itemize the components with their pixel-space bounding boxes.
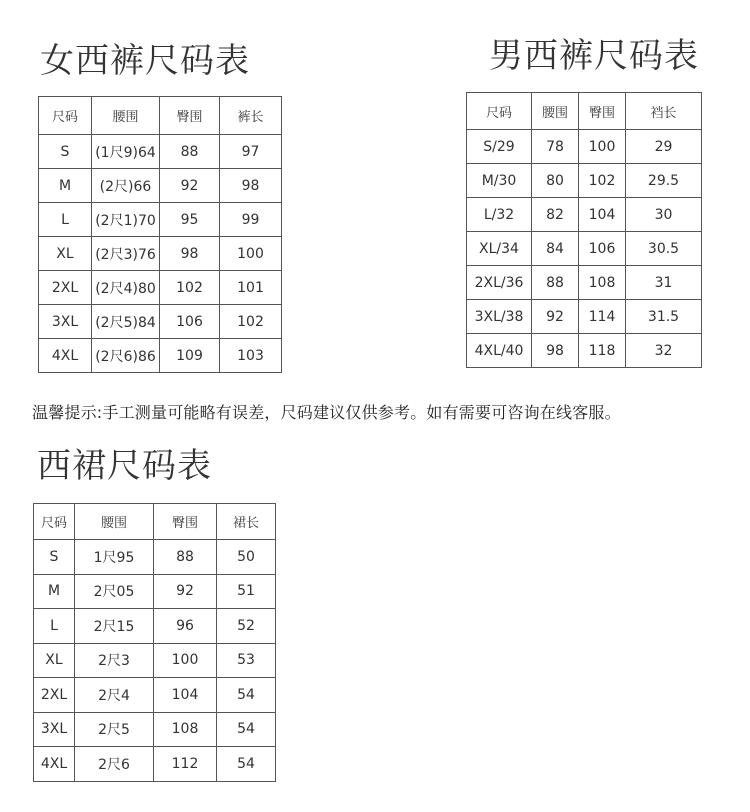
men-trousers-size-table (466, 92, 702, 368)
table-cell: 2XL (34, 678, 75, 713)
table-cell: 118 (579, 334, 626, 368)
table-cell: 95 (160, 203, 220, 237)
table-row (467, 266, 702, 300)
table-cell: 30 (626, 198, 702, 232)
table-cell: 92 (160, 169, 220, 203)
column-header: 裆长 (626, 93, 702, 130)
table-cell: 31 (626, 266, 702, 300)
table-cell: L (34, 609, 75, 644)
table-cell: 98 (532, 334, 579, 368)
table-row (34, 747, 276, 782)
column-header: 臀围 (579, 93, 626, 130)
column-header: 臀围 (154, 504, 217, 540)
table-cell: 2尺4 (75, 678, 154, 713)
table-cell: 29 (626, 130, 702, 164)
table-row (39, 339, 282, 373)
table-row (39, 271, 282, 305)
column-header: 裙长 (217, 504, 276, 540)
men-trousers-title: 男西裤尺码表 (489, 36, 699, 76)
table-cell: 108 (154, 712, 217, 747)
table-cell: S (34, 540, 75, 575)
table-cell: 3XL/38 (467, 300, 532, 334)
column-header: 腰围 (92, 97, 160, 135)
table-row (467, 300, 702, 334)
table-header-row (34, 504, 276, 540)
table-cell: 4XL (39, 339, 92, 373)
table-row (467, 232, 702, 266)
table-cell: 106 (579, 232, 626, 266)
table-row (34, 712, 276, 747)
table-row (467, 130, 702, 164)
table-row (39, 135, 282, 169)
table-row (34, 609, 276, 644)
table-cell: 98 (220, 169, 282, 203)
table-row (39, 203, 282, 237)
table-cell: M/30 (467, 164, 532, 198)
table-cell: 88 (160, 135, 220, 169)
table-cell: 54 (217, 712, 276, 747)
table-cell: 106 (160, 305, 220, 339)
table-cell: 92 (154, 574, 217, 609)
column-header: 尺码 (39, 97, 92, 135)
table-cell: XL (39, 237, 92, 271)
table-header-row (467, 93, 702, 130)
table-cell: (1尺9)64 (92, 135, 160, 169)
table-cell: 98 (160, 237, 220, 271)
table-row (39, 305, 282, 339)
table-cell: 102 (579, 164, 626, 198)
table-cell: (2尺4)80 (92, 271, 160, 305)
table-cell: 51 (217, 574, 276, 609)
table-header-row (39, 97, 282, 135)
table-cell: 3XL (34, 712, 75, 747)
column-header: 裤长 (220, 97, 282, 135)
table-cell: L/32 (467, 198, 532, 232)
table-cell: 109 (160, 339, 220, 373)
women-trousers-size-table (38, 96, 282, 373)
table-cell: 53 (217, 643, 276, 678)
table-cell: 52 (217, 609, 276, 644)
measurement-tip: 温馨提示:手工测量可能略有误差，尺码建议仅供参考。如有需要可咨询在线客服。 (32, 403, 621, 422)
table-cell: 88 (532, 266, 579, 300)
table-cell: 101 (220, 271, 282, 305)
table-cell: 82 (532, 198, 579, 232)
table-row (467, 164, 702, 198)
table-row (34, 540, 276, 575)
table-cell: 100 (154, 643, 217, 678)
column-header: 腰围 (75, 504, 154, 540)
table-row (34, 678, 276, 713)
table-cell: 100 (579, 130, 626, 164)
table-cell: 103 (220, 339, 282, 373)
table-cell: (2尺5)84 (92, 305, 160, 339)
table-cell: 4XL (34, 747, 75, 782)
column-header: 尺码 (467, 93, 532, 130)
table-cell: 29.5 (626, 164, 702, 198)
table-cell: XL (34, 643, 75, 678)
table-cell: 88 (154, 540, 217, 575)
table-cell: 32 (626, 334, 702, 368)
table-cell: 4XL/40 (467, 334, 532, 368)
table-row (39, 237, 282, 271)
table-cell: 84 (532, 232, 579, 266)
table-cell: 54 (217, 678, 276, 713)
table-cell: 96 (154, 609, 217, 644)
table-cell: M (39, 169, 92, 203)
column-header: 尺码 (34, 504, 75, 540)
table-cell: (2尺6)86 (92, 339, 160, 373)
table-row (467, 198, 702, 232)
table-cell: 2尺5 (75, 712, 154, 747)
table-cell: 78 (532, 130, 579, 164)
table-cell: 2尺6 (75, 747, 154, 782)
table-cell: 50 (217, 540, 276, 575)
table-cell: 2尺3 (75, 643, 154, 678)
skirt-size-table (33, 503, 276, 782)
table-cell: 114 (579, 300, 626, 334)
table-cell: M (34, 574, 75, 609)
table-cell: S/29 (467, 130, 532, 164)
table-row (39, 169, 282, 203)
table-cell: (2尺3)76 (92, 237, 160, 271)
table-cell: 104 (154, 678, 217, 713)
table-cell: 2尺15 (75, 609, 154, 644)
table-row (34, 574, 276, 609)
table-cell: XL/34 (467, 232, 532, 266)
table-cell: 97 (220, 135, 282, 169)
table-row (467, 334, 702, 368)
table-cell: (2尺)66 (92, 169, 160, 203)
column-header: 臀围 (160, 97, 220, 135)
table-cell: 30.5 (626, 232, 702, 266)
table-cell: 54 (217, 747, 276, 782)
table-cell: 1尺95 (75, 540, 154, 575)
table-cell: 102 (160, 271, 220, 305)
table-cell: 3XL (39, 305, 92, 339)
table-cell: 2尺05 (75, 574, 154, 609)
skirt-title: 西裙尺码表 (37, 446, 212, 486)
table-cell: 100 (220, 237, 282, 271)
table-cell: 108 (579, 266, 626, 300)
table-cell: 104 (579, 198, 626, 232)
table-cell: L (39, 203, 92, 237)
table-cell: 102 (220, 305, 282, 339)
table-cell: 2XL (39, 271, 92, 305)
table-cell: 99 (220, 203, 282, 237)
table-cell: S (39, 135, 92, 169)
column-header: 腰围 (532, 93, 579, 130)
table-cell: 92 (532, 300, 579, 334)
table-cell: 112 (154, 747, 217, 782)
table-cell: 31.5 (626, 300, 702, 334)
table-cell: 80 (532, 164, 579, 198)
table-cell: 2XL/36 (467, 266, 532, 300)
table-cell: (2尺1)70 (92, 203, 160, 237)
table-row (34, 643, 276, 678)
women-trousers-title: 女西裤尺码表 (40, 41, 250, 81)
